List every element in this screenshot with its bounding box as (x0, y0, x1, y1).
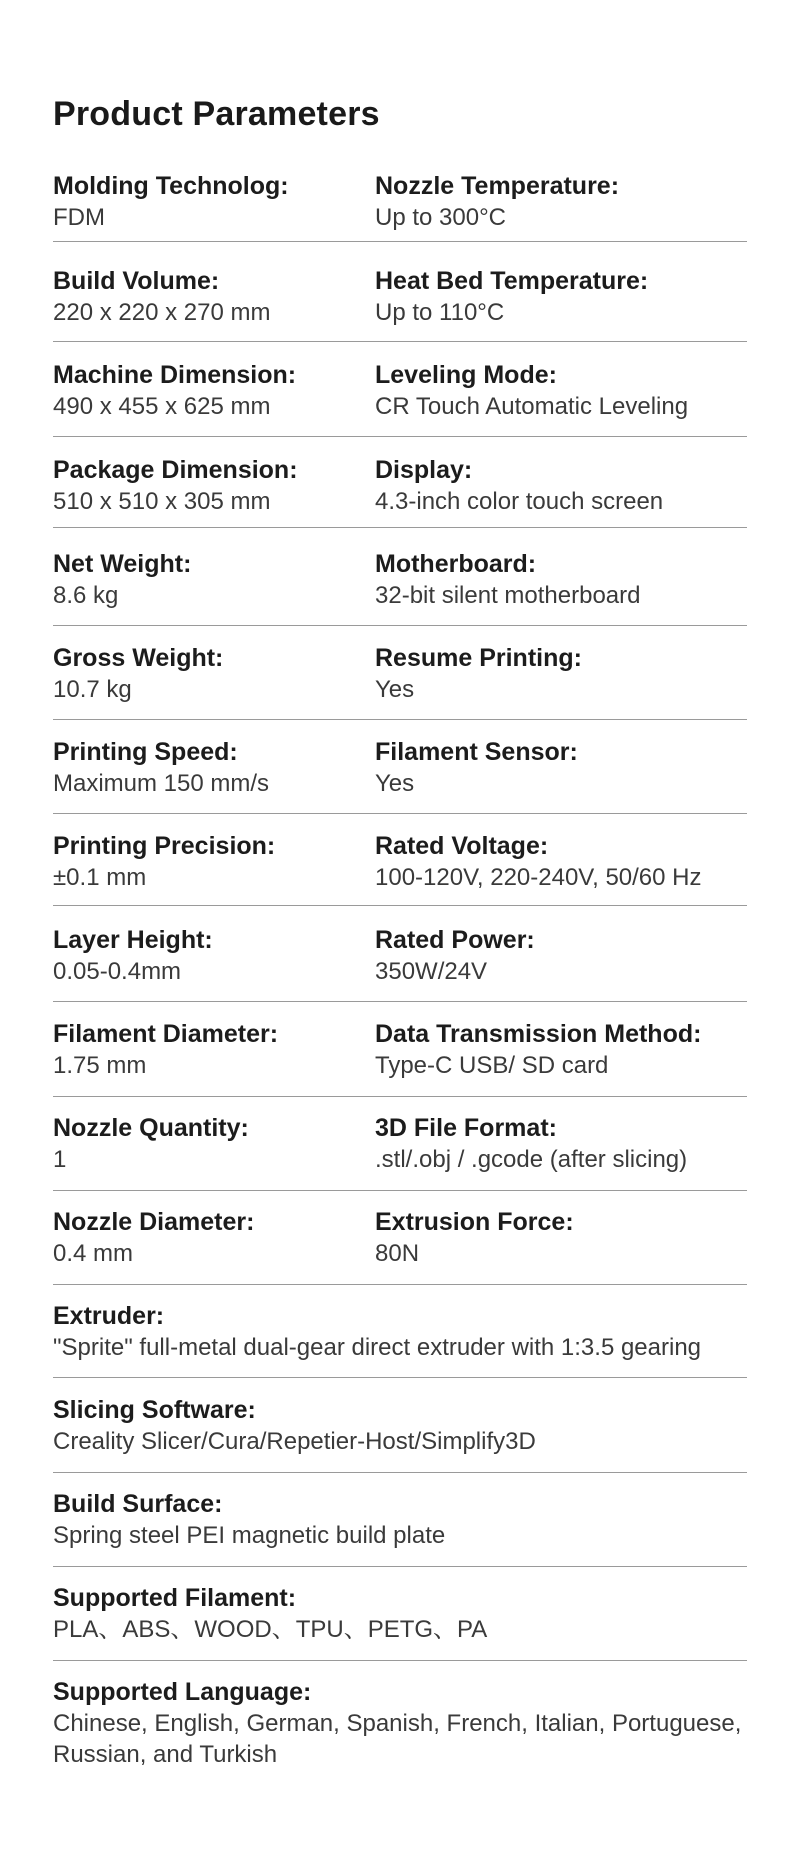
spec-row (53, 548, 747, 626)
spec-value: Maximum 150 mm/s (53, 770, 270, 797)
spec-label: Heat Bed Temperature: (375, 267, 649, 295)
spec-cell (53, 924, 373, 987)
spec-value: 220 x 220 x 270 mm (53, 299, 271, 326)
spec-value: 8.6 kg (53, 582, 119, 609)
page-title: Product Parameters (53, 95, 380, 133)
spec-value: 350W/24V (375, 958, 488, 985)
spec-value: FDM (53, 204, 105, 231)
spec-value: 0.4 mm (53, 1240, 134, 1267)
spec-value: Up to 110°C (375, 299, 505, 326)
spec-value: Chinese, English, German, Spanish, French, Italian, Portuguese, Russian, and Turkish (53, 1710, 742, 1768)
spec-label: 3D File Format: (375, 1114, 557, 1142)
spec-label: Build Surface: (53, 1490, 223, 1518)
spec-label: Data Transmission Method: (375, 1020, 702, 1048)
spec-cell (375, 454, 755, 517)
spec-value: 0.05-0.4mm (53, 958, 182, 985)
spec-cell (375, 1018, 755, 1081)
spec-cell (375, 265, 755, 328)
spec-cell (53, 736, 373, 799)
spec-cell (375, 642, 755, 705)
spec-cell (53, 1206, 373, 1269)
spec-value: 1 (53, 1146, 67, 1173)
spec-value: Up to 300°C (375, 204, 507, 231)
spec-cell (375, 1206, 755, 1269)
spec-value: 10.7 kg (53, 676, 132, 703)
spec-cell (375, 830, 755, 893)
spec-row (53, 1018, 747, 1097)
spec-label: Leveling Mode: (375, 361, 557, 389)
spec-cell (53, 830, 373, 893)
spec-cell (53, 1300, 753, 1363)
spec-value: CR Touch Automatic Leveling (375, 393, 689, 420)
spec-cell (53, 1394, 753, 1457)
spec-value: .stl/.obj / .gcode (after slicing) (375, 1146, 688, 1173)
spec-label: Molding Technolog: (53, 172, 289, 200)
spec-cell (53, 454, 373, 517)
spec-cell (53, 1112, 373, 1175)
spec-value: Spring steel PEI magnetic build plate (53, 1522, 446, 1549)
spec-label: Machine Dimension: (53, 361, 297, 389)
spec-label: Layer Height: (53, 926, 213, 954)
spec-cell (53, 359, 373, 422)
spec-label: Filament Sensor: (375, 738, 578, 766)
spec-value: ±0.1 mm (53, 864, 147, 891)
spec-value: Creality Slicer/Cura/Repetier-Host/Simplify3D (53, 1428, 536, 1455)
spec-cell (375, 170, 755, 233)
spec-value: 1.75 mm (53, 1052, 147, 1079)
spec-label: Supported Filament: (53, 1584, 297, 1612)
spec-row (53, 1206, 747, 1285)
spec-cell (375, 1112, 755, 1175)
spec-label: Printing Speed: (53, 738, 238, 766)
spec-label: Gross Weight: (53, 644, 224, 672)
spec-cell (53, 265, 373, 328)
spec-value: Yes (375, 676, 415, 703)
spec-cell (53, 1488, 753, 1551)
spec-row (53, 454, 747, 528)
spec-cell (375, 736, 755, 799)
spec-label: Motherboard: (375, 550, 537, 578)
spec-label: Resume Printing: (375, 644, 582, 672)
spec-row (53, 359, 747, 437)
spec-cell (53, 1676, 753, 1770)
spec-cell (53, 642, 373, 705)
spec-label: Display: (375, 456, 473, 484)
spec-label: Build Volume: (53, 267, 220, 295)
spec-label: Nozzle Quantity: (53, 1114, 249, 1142)
spec-label: Rated Voltage: (375, 832, 549, 860)
spec-label: Printing Precision: (53, 832, 276, 860)
spec-cell (53, 1018, 373, 1081)
spec-value: 80N (375, 1240, 420, 1267)
spec-label: Extrusion Force: (375, 1208, 574, 1236)
spec-value: 510 x 510 x 305 mm (53, 488, 271, 515)
spec-row (53, 170, 747, 242)
spec-row-full (53, 1676, 747, 1776)
spec-value: 100-120V, 220-240V, 50/60 Hz (375, 864, 702, 891)
spec-row-full (53, 1488, 747, 1567)
spec-cell (375, 359, 755, 422)
spec-label: Nozzle Diameter: (53, 1208, 255, 1236)
spec-row (53, 736, 747, 814)
spec-label: Slicing Software: (53, 1396, 256, 1424)
spec-row-full (53, 1582, 747, 1661)
spec-label: Filament Diameter: (53, 1020, 279, 1048)
spec-value: Type-C USB/ SD card (375, 1052, 609, 1079)
spec-value: Yes (375, 770, 415, 797)
spec-label: Extruder: (53, 1302, 165, 1330)
spec-value: "Sprite" full-metal dual-gear direct extruder with 1:3.5 gearing (53, 1334, 702, 1361)
spec-row (53, 265, 747, 342)
spec-value: 4.3-inch color touch screen (375, 488, 664, 515)
spec-cell (375, 548, 755, 611)
spec-label: Rated Power: (375, 926, 535, 954)
spec-cell (53, 548, 373, 611)
spec-cell (53, 170, 373, 233)
spec-label: Net Weight: (53, 550, 192, 578)
spec-value: 490 x 455 x 625 mm (53, 393, 271, 420)
spec-cell (375, 924, 755, 987)
spec-row (53, 924, 747, 1002)
spec-label: Package Dimension: (53, 456, 298, 484)
spec-row-full (53, 1300, 747, 1378)
spec-row (53, 830, 747, 906)
spec-row-full (53, 1394, 747, 1473)
spec-label: Nozzle Temperature: (375, 172, 620, 200)
spec-label: Supported Language: (53, 1678, 312, 1706)
spec-row (53, 642, 747, 720)
spec-cell (53, 1582, 753, 1645)
spec-value: 32-bit silent motherboard (375, 582, 641, 609)
spec-row (53, 1112, 747, 1191)
spec-value: PLA、ABS、WOOD、TPU、PETG、PA (53, 1616, 488, 1643)
